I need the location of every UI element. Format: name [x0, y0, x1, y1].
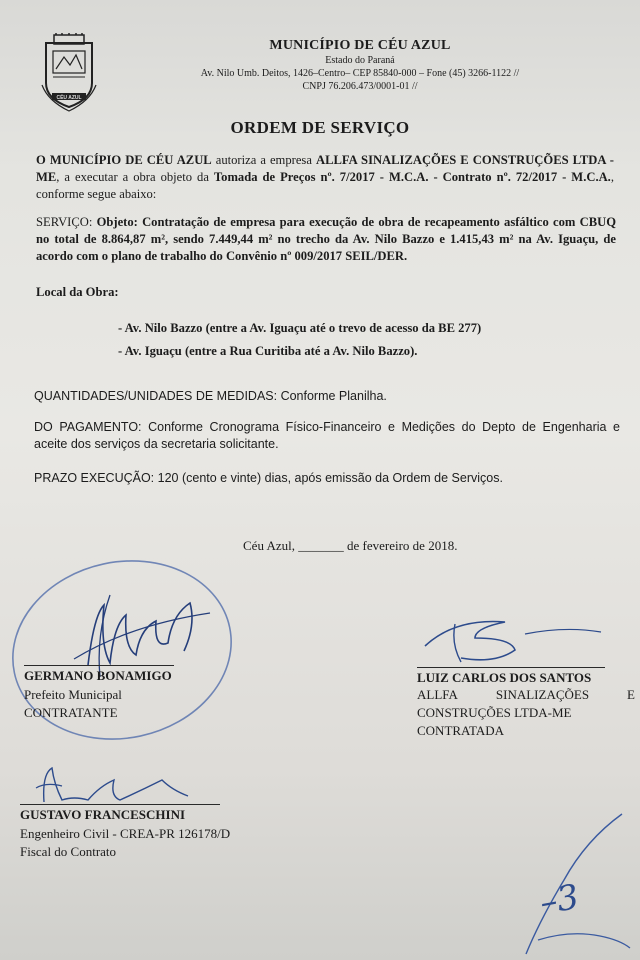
municipal-crest-icon	[40, 33, 98, 113]
prefeito-party: CONTRATANTE	[24, 705, 118, 720]
intro-empresa: ALLFA SINALIZAÇÕES E CONSTRUÇÕES LTDA - ME	[36, 153, 614, 184]
intro-text-3: , conforme segue abaixo:	[36, 170, 614, 201]
prazo: PRAZO EXECUÇÃO: 120 (cento e vinte) dias, após emissão da Ordem de Serviços.	[34, 471, 503, 485]
data-local: Céu Azul, _______ de fevereiro de 2018.	[243, 538, 458, 553]
intro-municipio: O MUNICÍPIO DE CÉU AZUL	[36, 153, 212, 167]
municipio-name: MUNICÍPIO DE CÉU AZUL	[269, 38, 451, 53]
endereco	[170, 67, 550, 80]
pagamento: DO PAGAMENTO: Conforme Cronograma Físico-Financeiro e Medições do Depto de Engenharia e aceite dos serviços da secretaria solicitante.	[34, 420, 620, 451]
intro-paragraph	[36, 152, 614, 203]
local-label: Local da Obra:	[36, 285, 119, 299]
trailing-marks-2: //	[411, 81, 418, 92]
document-title: ORDEM DE SERVIÇO	[230, 118, 410, 137]
cnpj-text: CNPJ 76.206.473/0001-01	[302, 81, 410, 92]
fiscal-role: Engenheiro Civil - CREA-PR 126178/D	[20, 826, 231, 841]
contratada-company-l2: CONSTRUÇÕES LTDA-ME	[417, 705, 572, 720]
endereco-text: Av. Nilo Umb. Deitos, 1426–Centro– CEP 85840-000 – Fone (45) 3266-1122	[200, 68, 512, 79]
company-word-1: ALLFA	[417, 687, 458, 702]
fiscal-party: Fiscal do Contrato	[20, 844, 117, 859]
contratada-name: LUIZ CARLOS DOS SANTOS	[417, 670, 592, 685]
servico-paragraph	[36, 214, 616, 265]
company-word-2: SINALIZAÇÕES	[495, 687, 590, 702]
local-item-1: - Av. Nilo Bazzo (entre a Av. Iguaçu até o trevo de acesso da BE 277)	[118, 321, 482, 335]
fiscal-name: GUSTAVO FRANCESCHINI	[20, 807, 186, 822]
servico-label: SERVIÇO:	[36, 215, 97, 229]
crest-label: CÉU AZUL	[56, 95, 82, 101]
local-item-2: - Av. Iguaçu (entre a Rua Curitiba até a Av. Nilo Bazzo).	[118, 344, 418, 358]
trailing-marks: //	[513, 68, 520, 79]
cnpj	[170, 80, 550, 93]
company-word-3: E	[627, 687, 635, 702]
page-mark: –3	[536, 876, 582, 924]
intro-text-2: , a executar a obra objeto da	[56, 170, 214, 184]
estado: Estado do Paraná	[325, 55, 395, 66]
intro-text-1: autoriza a empresa	[211, 153, 316, 167]
intro-tomada: Tomada de Preços nº. 7/2017 - M.C.A. - Contrato nº. 72/2017 - M.C.A.	[213, 170, 611, 184]
prefeito-name: GERMANO BONAMIGO	[24, 668, 172, 683]
contratada-party: CONTRATADA	[417, 723, 505, 738]
prefeito-role: Prefeito Municipal	[24, 687, 122, 702]
fiscal-signature-icon	[22, 760, 202, 810]
servico-text: Objeto: Contratação de empresa para execução de obra de recapeamento asfáltico com CBUQ no total de 8.864,87 m², sendo 7.449,44 m² no trecho da Av. Nilo Bazzo e 1.415,43 m² na Av. Iguaçu, de acordo com o plano de trabalho do Convênio nº 009/2017 SEIL/DER.	[36, 215, 616, 263]
contratada-company-l1	[417, 686, 635, 703]
quantidades: QUANTIDADES/UNIDADES DE MEDIDAS: Conforme Planilha.	[34, 389, 387, 403]
letterhead	[170, 38, 550, 93]
